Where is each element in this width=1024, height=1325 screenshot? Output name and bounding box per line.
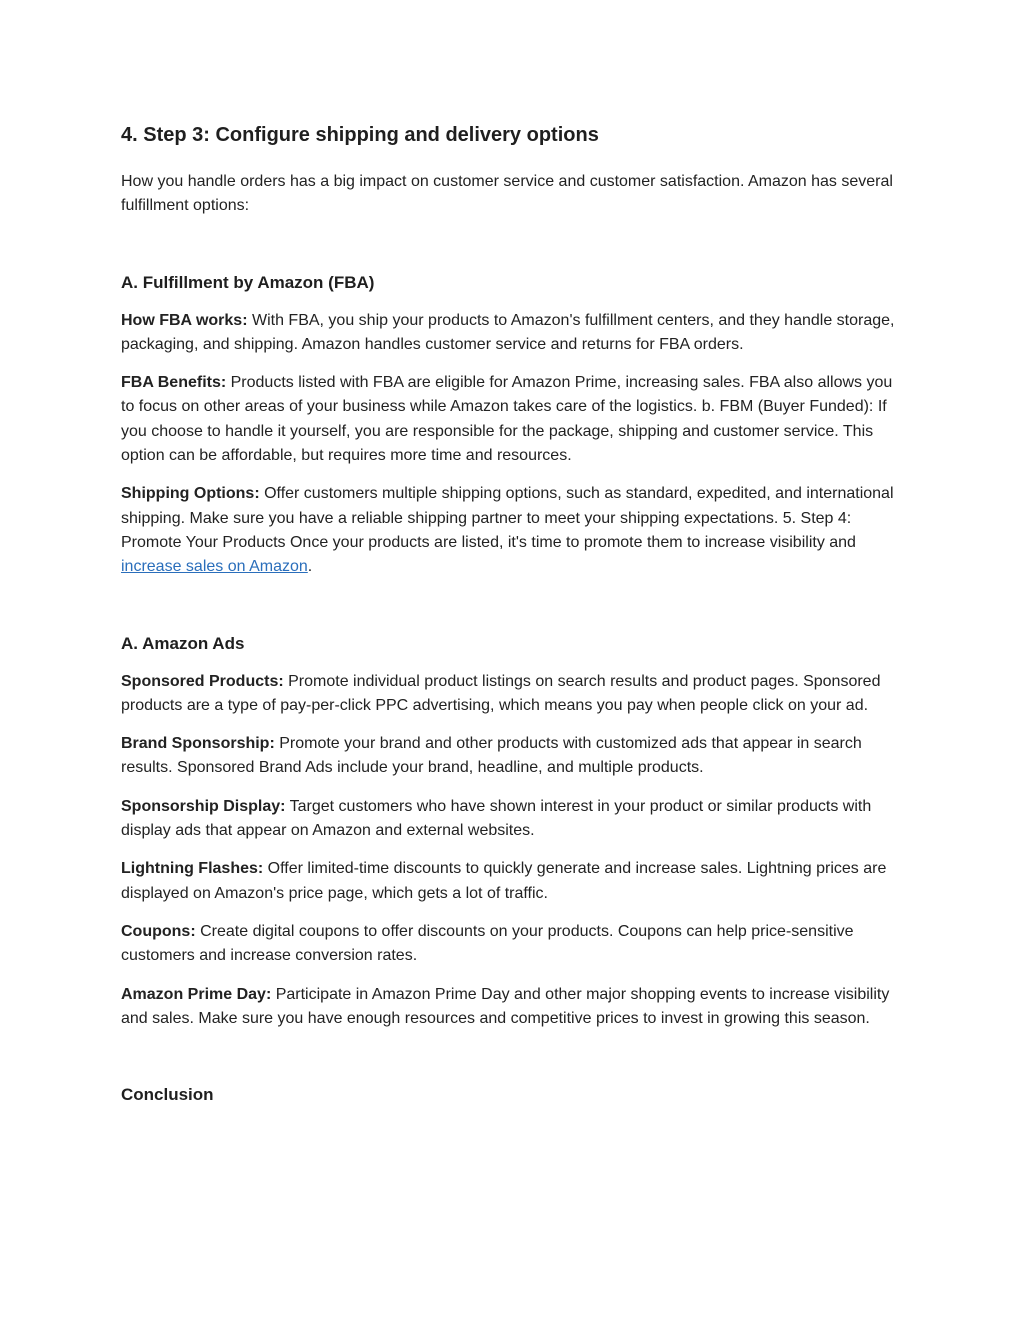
ads-item-text: Target customers who have shown interest in your product or similar products with display ads that appear on Amazon and external websites. — [121, 797, 872, 840]
ads-item-text: Offer limited-time discounts to quickly generate and increase sales. Lightning prices are displayed on Amazon's price page, which gets a lot of traffic. — [121, 860, 887, 902]
shipping-options-paragraph — [121, 482, 904, 579]
fba-how-paragraph — [121, 309, 904, 358]
shipping-options-label: Shipping Options: — [121, 485, 260, 503]
ads-item-sponsored-products — [121, 670, 904, 719]
ads-item-label: Brand Sponsorship: — [121, 735, 275, 753]
ads-item-lightning-flashes — [121, 857, 904, 906]
fba-heading: A. Fulfillment by Amazon (FBA) — [121, 272, 375, 292]
ads-item-prime-day — [121, 983, 904, 1032]
ads-item-sponsorship-display — [121, 795, 904, 844]
ads-item-label: Coupons: — [121, 922, 196, 940]
intro-paragraph: How you handle orders has a big impact on customer service and customer satisfaction. Amazon has several fulfillment options: — [121, 173, 893, 215]
fba-benefits-label: FBA Benefits: — [121, 374, 227, 392]
shipping-options-end: . — [307, 558, 313, 576]
fba-benefits-text: Products listed with FBA are eligible for Amazon Prime, increasing sales. FBA also allows you to focus on other areas of your business while Amazon takes care of the logistics. b. FBM (Buyer Funded): If you choose to handle it yourself, you are responsible for the package, shipping and customer service. This option can be affordable, but requires more time and resources. — [121, 374, 893, 465]
ads-item-label: Sponsorship Display: — [121, 797, 286, 815]
conclusion-heading: Conclusion — [121, 1085, 214, 1105]
ads-item-text: Create digital coupons to offer discounts on your products. Coupons can help price-sensitive customers and increase conversion rates. — [121, 922, 854, 965]
shipping-options-text: Offer customers multiple shipping options, such as standard, expedited, and international shipping. Make sure you have a reliable shipping partner to meet your shipping expectations. 5. Step 4: Promote Your Products Once your products are listed, it's time to promote them to increase visibility and — [121, 485, 894, 551]
ads-item-brand-sponsorship — [121, 732, 904, 781]
increase-sales-link[interactable]: increase sales on Amazon — [121, 558, 308, 576]
ads-item-text: Participate in Amazon Prime Day and other major shopping events to increase visibility and sales. Make sure you have enough resources and competitive prices to invest in growing this season. — [121, 985, 890, 1027]
ads-item-label: Sponsored Products: — [121, 672, 284, 690]
fba-how-label: How FBA works: — [121, 311, 248, 329]
ads-heading: A. Amazon Ads — [121, 633, 245, 653]
fba-benefits-paragraph — [121, 371, 904, 468]
ads-item-coupons — [121, 920, 904, 969]
fba-how-text: With FBA, you ship your products to Amazon's fulfillment centers, and they handle storage, packaging, and shipping. Amazon handles customer service and returns for FBA orders. — [121, 311, 895, 353]
ads-item-text: Promote your brand and other products with customized ads that appear in search results. Sponsored Brand Ads include your brand, headline, and multiple products. — [121, 735, 862, 777]
ads-item-label: Amazon Prime Day: — [121, 985, 272, 1003]
ads-item-label: Lightning Flashes: — [121, 860, 264, 878]
ads-item-text: Promote individual product listings on search results and product pages. Sponsored products are a type of pay-per-click PPC advertising, which means you pay when people click on your ad. — [121, 672, 881, 714]
page-title: 4. Step 3: Configure shipping and delivery options — [121, 124, 599, 146]
